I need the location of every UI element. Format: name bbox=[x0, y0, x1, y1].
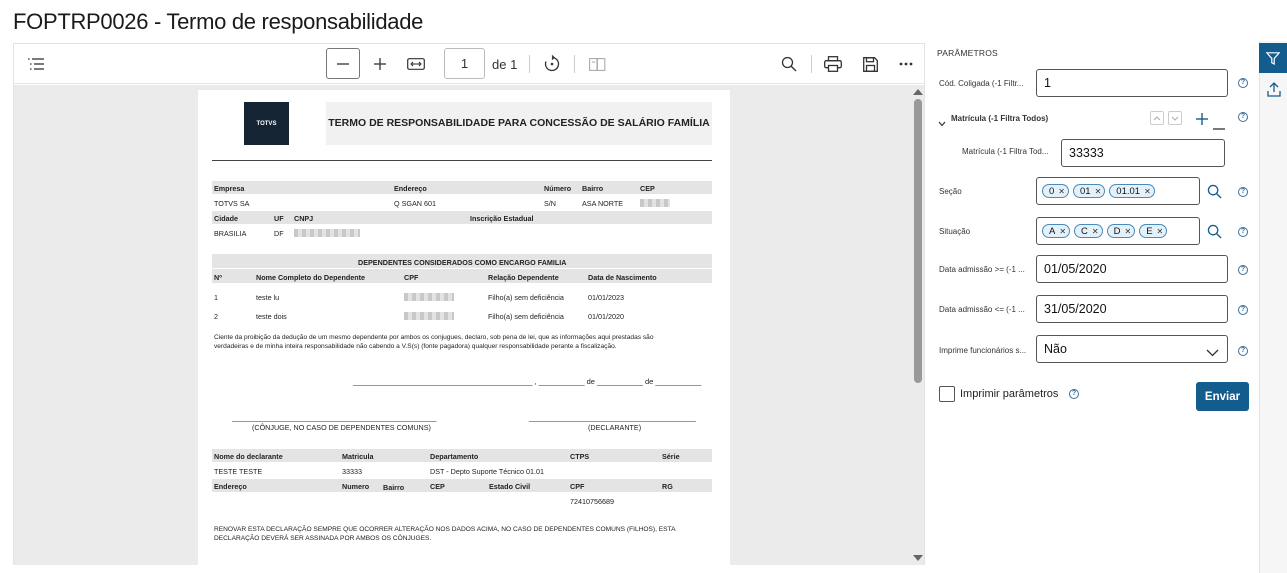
secao-chip[interactable]: 01 ✕ bbox=[1073, 184, 1105, 198]
hdr-cidade: Cidade bbox=[214, 214, 238, 223]
help-icon[interactable]: ? bbox=[1238, 265, 1248, 275]
val-numero: S/N bbox=[544, 199, 556, 208]
situacao-label: Situação bbox=[939, 227, 971, 236]
help-icon[interactable]: ? bbox=[1238, 346, 1248, 356]
page-number-input[interactable]: 1 bbox=[444, 48, 485, 79]
hdr-dep-cpf: CPF bbox=[404, 273, 419, 282]
hdr-inscricao: Inscrição Estadual bbox=[470, 214, 534, 223]
val-declarante: TESTE TESTE bbox=[214, 467, 263, 476]
rotate-icon[interactable] bbox=[541, 53, 563, 75]
val-cidade: BRASILIA bbox=[214, 229, 247, 238]
matricula-label: Matrícula (-1 Filtra Tod... bbox=[962, 147, 1049, 156]
close-icon: ✕ bbox=[1156, 226, 1164, 236]
side-strip bbox=[1259, 41, 1287, 573]
close-icon: ✕ bbox=[1094, 186, 1102, 196]
coligada-label: Cód. Coligada (-1 Filtr... bbox=[939, 79, 1024, 88]
imprime-label: Imprime funcionários s... bbox=[939, 346, 1027, 355]
hdr-bairro: Bairro bbox=[582, 184, 604, 193]
close-icon: ✕ bbox=[1091, 226, 1099, 236]
secao-chip[interactable]: 0 ✕ bbox=[1042, 184, 1069, 198]
hdr-numero-2: Numero bbox=[342, 482, 370, 491]
situacao-chip[interactable]: A ✕ bbox=[1042, 224, 1070, 238]
matricula-input[interactable]: 33333 bbox=[1061, 139, 1225, 167]
send-button[interactable]: Enviar bbox=[1196, 382, 1249, 411]
print-icon[interactable] bbox=[822, 53, 844, 75]
val-departamento: DST - Depto Suporte Técnico 01.01 bbox=[430, 467, 544, 476]
report-page: TOTVS TERMO DE RESPONSABILIDADE PARA CONCESSÃO DE SALÁRIO FAMÍLIA Empresa Endereço Número Bairro CEP TOTVS SA Q SGAN 601 S/N ASA NORTE Cidade UF CNPJ Inscrição Estadual BRASILIA DF DEPENDENTES CONSIDERADOS COMO ENCARGO FAMILIA Nº Nome Completo do Dependente CPF Relação Dependente Data de Nascimento 1 teste lu Filho(a) sem deficiência 01/01/2023 2 teste dois Filho(a) sem deficiência 01/01/2020 Ciente da proibição da dedução de um mesmo dependente por ambos os conjugues, declaro, sob pena de lei, que as informações aqui prestadas são verdadeiras e de minha inteira responsabilidade não cabendo a V.S(s) (fonte pagadora) qualquer responsabilidade perante a fiscalização. ___________________________________________ , ___________ de ___________ de ___________ _________________________________________________ ________________________________________ (CÔNJUGE, NO CASO DE DEPENDENTES COMUNS) (DECLARANTE) Nome do declarante Matricula Departamento CTPS Série TESTE TESTE 33333 DST - Depto Suporte Técnico 01.01 Endereço Numero Bairro CEP Estado Civil CPF RG 72410756689 RENOVAR ESTA DECLARAÇÃO SEMPRE QUE OCORRER ALTERAÇÃO NOS DADOS ACIMA, NO CASO DE DEPENDENTES COMUNS (FILHOS), ESTA DECLARAÇÃO DEVERÁ SER ASSINADA POR AMBOS OS CÔNJUGES. bbox=[198, 90, 730, 565]
remove-icon[interactable] bbox=[1213, 117, 1225, 135]
situacao-chip[interactable]: C ✕ bbox=[1074, 224, 1103, 238]
hdr-serie: Série bbox=[662, 452, 680, 461]
val-endereco: Q SGAN 601 bbox=[394, 199, 436, 208]
hdr-endereco-2: Endereço bbox=[214, 482, 247, 491]
zoom-in-button[interactable] bbox=[369, 53, 391, 75]
help-icon[interactable]: ? bbox=[1238, 78, 1248, 88]
adm-de-label: Data admissão >= (-1 ... bbox=[939, 265, 1025, 274]
val-empresa: TOTVS SA bbox=[214, 199, 250, 208]
search-icon[interactable] bbox=[778, 53, 800, 75]
secao-label: Seção bbox=[939, 187, 962, 196]
hdr-rg: RG bbox=[662, 482, 673, 491]
imprimir-parametros-checkbox[interactable] bbox=[939, 386, 955, 402]
hdr-departamento: Departamento bbox=[430, 452, 479, 461]
val-matricula: 33333 bbox=[342, 467, 362, 476]
hdr-declarante: Nome do declarante bbox=[214, 452, 283, 461]
adm-ate-label: Data admissão <= (-1 ... bbox=[939, 305, 1025, 314]
save-icon[interactable] bbox=[859, 53, 881, 75]
close-icon: ✕ bbox=[1058, 186, 1065, 196]
params-title: PARÂMETROS bbox=[937, 48, 998, 58]
footer-line-1: RENOVAR ESTA DECLARAÇÃO SEMPRE QUE OCORRER ALTERAÇÃO NOS DADOS ACIMA, NO CASO DE DEPENDENTES COMUNS (FILHOS), ESTA bbox=[214, 526, 676, 533]
chevron-down-icon bbox=[1206, 346, 1219, 360]
document-area bbox=[14, 85, 924, 565]
close-icon: ✕ bbox=[1144, 186, 1151, 196]
filter-icon[interactable] bbox=[1259, 43, 1287, 73]
scroll-thumb[interactable] bbox=[914, 99, 922, 383]
zoom-out-button[interactable] bbox=[326, 48, 360, 79]
situacao-chip[interactable]: E ✕ bbox=[1139, 224, 1167, 238]
hdr-empresa: Empresa bbox=[214, 184, 245, 193]
totvs-logo: TOTVS bbox=[244, 102, 289, 145]
footer-line-2: DECLARAÇÃO DEVERÁ SER ASSINADA POR AMBOS OS CÔNJUGES. bbox=[214, 535, 432, 542]
close-icon: ✕ bbox=[1124, 226, 1132, 236]
secao-multiselect[interactable] bbox=[1036, 177, 1200, 205]
hdr-uf: UF bbox=[274, 214, 284, 223]
adm-ate-input[interactable]: 31/05/2020 bbox=[1036, 295, 1228, 323]
scroll-up-icon[interactable] bbox=[913, 89, 923, 95]
signature-label-declarant: (DECLARANTE) bbox=[588, 423, 642, 432]
outline-list-icon[interactable] bbox=[24, 54, 48, 74]
secao-search-icon[interactable] bbox=[1200, 177, 1228, 205]
dependents-title: DEPENDENTES CONSIDERADOS COMO ENCARGO FAMILIA bbox=[358, 258, 567, 267]
help-icon[interactable]: ? bbox=[1238, 112, 1248, 122]
hdr-dep-n: Nº bbox=[214, 273, 222, 282]
help-icon[interactable]: ? bbox=[1069, 389, 1079, 399]
two-page-view-icon[interactable] bbox=[586, 54, 608, 74]
val-uf: DF bbox=[274, 229, 284, 238]
hdr-ctps: CTPS bbox=[570, 452, 590, 461]
situacao-multiselect[interactable] bbox=[1036, 217, 1200, 245]
declaration-line-1: Ciente da proibição da dedução de um mesmo dependente por ambos os conjugues, declaro, sob pena de lei, que as informações aqui prestadas são bbox=[214, 334, 654, 341]
hdr-estado-civil: Estado Civil bbox=[489, 482, 531, 491]
date-line: ___________________________________________ , ___________ de ___________ de ___________ bbox=[353, 377, 702, 386]
report-viewer bbox=[13, 43, 925, 565]
hdr-cpf-2: CPF bbox=[570, 482, 585, 491]
coligada-input[interactable]: 1 bbox=[1036, 69, 1228, 97]
fit-width-icon[interactable] bbox=[404, 53, 428, 75]
imprimir-parametros-label[interactable]: Imprimir parâmetros bbox=[960, 388, 1059, 400]
close-icon: ✕ bbox=[1059, 226, 1067, 236]
upload-icon[interactable] bbox=[1267, 82, 1281, 102]
hdr-matricula: Matricula bbox=[342, 452, 374, 461]
help-icon[interactable]: ? bbox=[1238, 187, 1248, 197]
hdr-numero: Número bbox=[544, 184, 572, 193]
declaration-line-2: verdadeiras e de minha inteira responsabilidade não cabendo a V.S(s) (fonte pagadora) qualquer responsabilidade perante a fiscalização. bbox=[214, 343, 617, 350]
hdr-cep: CEP bbox=[640, 184, 655, 193]
imprime-select[interactable]: Não bbox=[1036, 335, 1228, 363]
page-count-label: de 1 bbox=[492, 56, 518, 72]
viewer-toolbar bbox=[14, 44, 924, 84]
move-down-button[interactable] bbox=[1168, 111, 1182, 125]
hdr-cnpj: CNPJ bbox=[294, 214, 314, 223]
signature-label-spouse: (CÔNJUGE, NO CASO DE DEPENDENTES COMUNS) bbox=[252, 423, 431, 432]
report-title: TERMO DE RESPONSABILIDADE PARA CONCESSÃO DE SALÁRIO FAMÍLIA bbox=[326, 102, 712, 145]
add-icon[interactable] bbox=[1196, 112, 1208, 130]
hdr-bairro-2: Bairro bbox=[383, 483, 405, 492]
situacao-search-icon[interactable] bbox=[1200, 217, 1228, 245]
chevron-down-icon[interactable] bbox=[938, 114, 946, 132]
hdr-dep-relacao: Relação Dependente bbox=[488, 273, 559, 282]
val-cpf-2: 72410756689 bbox=[570, 497, 614, 506]
secao-chip[interactable]: 01.01 ✕ bbox=[1109, 184, 1154, 198]
hdr-endereco: Endereço bbox=[394, 184, 427, 193]
val-bairro: ASA NORTE bbox=[582, 199, 624, 208]
page-title: FOPTRP0026 - Termo de responsabilidade bbox=[13, 9, 424, 34]
help-icon[interactable]: ? bbox=[1238, 305, 1248, 315]
help-icon[interactable]: ? bbox=[1238, 227, 1248, 237]
hdr-dep-nome: Nome Completo do Dependente bbox=[256, 273, 366, 282]
redacted-cep bbox=[640, 199, 670, 207]
scroll-down-icon[interactable] bbox=[913, 555, 923, 561]
adm-de-input[interactable]: 01/05/2020 bbox=[1036, 255, 1228, 283]
move-up-button[interactable] bbox=[1150, 111, 1164, 125]
vertical-scrollbar[interactable] bbox=[912, 85, 924, 565]
more-options-icon[interactable] bbox=[895, 53, 917, 75]
matricula-group-label: Matrícula (-1 Filtra Todos) bbox=[951, 114, 1049, 123]
redacted-cnpj bbox=[294, 229, 360, 237]
hdr-dep-nascimento: Data de Nascimento bbox=[588, 273, 657, 282]
hdr-cep-2: CEP bbox=[430, 482, 445, 491]
situacao-chip[interactable]: D ✕ bbox=[1107, 224, 1136, 238]
signature-line-left: _________________________________________________ bbox=[232, 413, 437, 422]
signature-line-right: ________________________________________ bbox=[529, 413, 696, 422]
